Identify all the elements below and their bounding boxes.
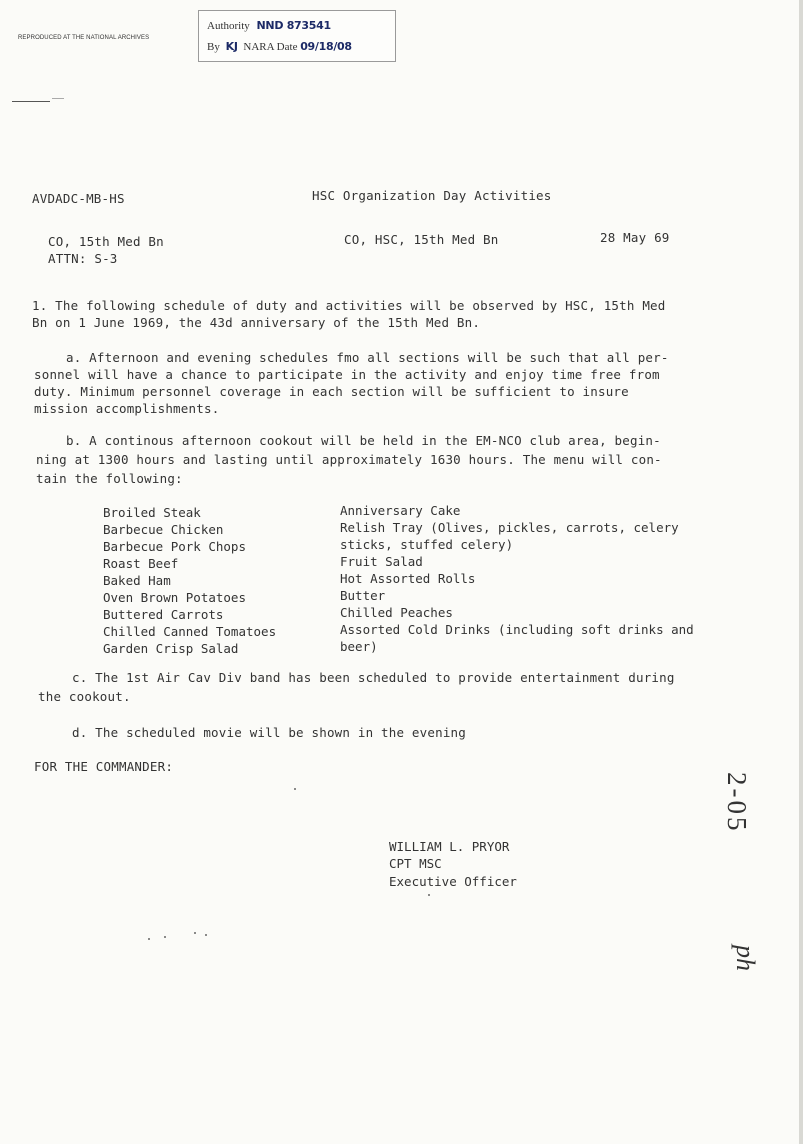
page-edge-shadow	[799, 0, 803, 1144]
paragraph-1-line: Bn on 1 June 1969, the 43d anniversary of the 15th Med Bn.	[32, 315, 481, 330]
signer-name: WILLIAM L. PRYOR	[389, 839, 510, 854]
menu-item: Oven Brown Potatoes	[103, 590, 246, 605]
declassification-stamp	[198, 10, 396, 62]
memo-subject: HSC Organization Day Activities	[312, 188, 552, 203]
to-line-2: ATTN: S-3	[48, 251, 118, 266]
menu-item: beer)	[340, 639, 378, 654]
paragraph-a-line: duty. Minimum personnel coverage in each section will be sufficient to insure	[34, 384, 629, 399]
by-value: KJ	[225, 40, 238, 53]
margin-number-annotation: 2-05	[722, 772, 752, 834]
paragraph-a-line: sonnel will have a chance to participate in the activity and enjoy time free from	[34, 367, 660, 382]
from-line: CO, HSC, 15th Med Bn	[344, 232, 499, 247]
by-label: By	[207, 41, 220, 53]
scan-speck	[164, 936, 166, 938]
by-line	[207, 40, 352, 53]
menu-item: Butter	[340, 588, 386, 603]
scan-speck	[148, 938, 150, 940]
paragraph-b-line: ning at 1300 hours and lasting until approximately 1630 hours. The menu will con-	[36, 452, 662, 467]
scan-speck	[205, 934, 207, 936]
menu-item: Chilled Peaches	[340, 605, 453, 620]
menu-item: Buttered Carrots	[103, 607, 224, 622]
to-line-1: CO, 15th Med Bn	[48, 234, 164, 249]
reproduced-notice: REPRODUCED AT THE NATIONAL ARCHIVES	[18, 35, 150, 41]
menu-item: Baked Ham	[103, 573, 171, 588]
paragraph-b-line: b. A continous afternoon cookout will be held in the EM-NCO club area, begin-	[66, 433, 661, 448]
memo-date: 28 May 69	[600, 230, 670, 245]
menu-item: Anniversary Cake	[340, 503, 461, 518]
menu-item: Broiled Steak	[103, 505, 201, 520]
authority-value: NND 873541	[256, 19, 331, 32]
menu-item: Barbecue Chicken	[103, 522, 224, 537]
scan-speck	[428, 894, 430, 896]
nara-label: NARA Date	[243, 41, 298, 53]
paragraph-c-line: c. The 1st Air Cav Div band has been scheduled to provide entertainment during	[72, 670, 675, 685]
menu-item: Roast Beef	[103, 556, 179, 571]
menu-item: Assorted Cold Drinks (including soft drinks and	[340, 622, 694, 637]
paragraph-b-line: tain the following:	[36, 471, 183, 486]
paragraph-a-line: a. Afternoon and evening schedules fmo all sections will be such that all per-	[66, 350, 669, 365]
menu-item: Garden Crisp Salad	[103, 641, 239, 656]
signer-rank: CPT MSC	[389, 856, 442, 871]
menu-item: Fruit Salad	[340, 554, 423, 569]
menu-item: Barbecue Pork Chops	[103, 539, 246, 554]
menu-item: Relish Tray (Olives, pickles, carrots, celery	[340, 520, 679, 535]
signer-title: Executive Officer	[389, 874, 517, 889]
stray-mark	[12, 101, 50, 102]
menu-item: Chilled Canned Tomatoes	[103, 624, 277, 639]
authority-label: Authority	[207, 20, 250, 32]
menu-item: Hot Assorted Rolls	[340, 571, 476, 586]
paragraph-1-line: 1. The following schedule of duty and activities will be observed by HSC, 15th Med	[32, 298, 666, 313]
paragraph-d-line: d. The scheduled movie will be shown in the evening	[72, 725, 467, 740]
stray-mark	[52, 98, 64, 99]
nara-date: 09/18/08	[300, 40, 352, 53]
scan-speck	[194, 932, 196, 934]
menu-item: sticks, stuffed celery)	[340, 537, 514, 552]
handwritten-initials: ph	[731, 945, 760, 971]
for-the-commander: FOR THE COMMANDER:	[34, 759, 174, 774]
office-symbol: AVDADC-MB-HS	[32, 191, 125, 206]
paragraph-a-line: mission accomplishments.	[34, 401, 220, 416]
authority-line	[207, 19, 331, 32]
scan-speck	[294, 788, 296, 790]
paragraph-c-line: the cookout.	[38, 689, 131, 704]
